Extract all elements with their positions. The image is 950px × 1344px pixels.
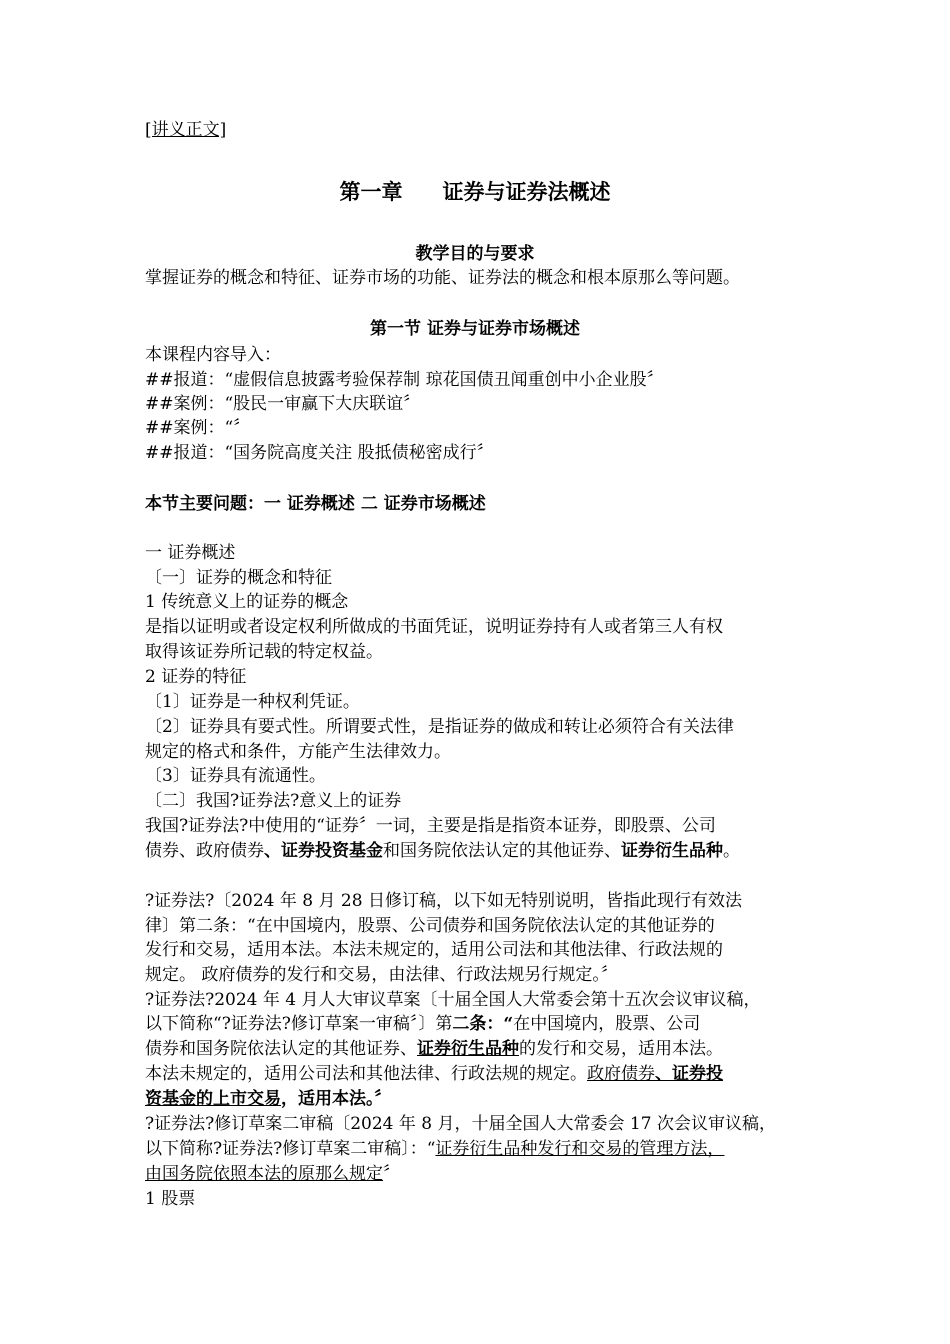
law-quote-line: 律〕第二条：“在中国境内，股票、公司债券和国务院依法认定的其他证券的 — [145, 916, 715, 936]
draft-line: 由国务院依照本法的原那么规定〞 — [145, 1164, 400, 1184]
heading-1: 一 证券概述 — [145, 543, 236, 563]
draft-line: ?证券法?修订草案二审稿〔2024 年 8 月，十届全国人大常委会 17 次会议审议稿， — [145, 1114, 776, 1134]
draft-line: ?证券法?2024 年 4 月人大审议草案〔十届全国人大常委会第十五次会议审议稿， — [145, 990, 761, 1010]
intro-item: ##案例：“〞 — [145, 418, 251, 438]
subheading-2: 〔二〕我国?证券法?意义上的证券 — [145, 791, 402, 811]
subheading-1: 〔一〕证券的概念和特征 — [145, 568, 332, 588]
intro-item: ##报道：“国务院高度关注 股抵债秘密成行〞 — [145, 443, 494, 463]
feature-3: 〔3〕证券具有流通性。 — [145, 766, 326, 786]
section-intro: 本课程内容导入： — [145, 345, 281, 365]
draft-line: 资基金的上市交易，适用本法。〞 — [145, 1089, 392, 1109]
section-heading: 第一节 证券与证券市场概述 — [370, 319, 580, 339]
chapter-name: 证券与证券法概述 — [442, 179, 611, 204]
paragraph-line: 债券、政府债券、证券投资基金和国务院依法认定的其他证券、证券衍生品种。 — [145, 841, 740, 861]
objectives-heading: 教学目的与要求 — [415, 244, 535, 264]
item-stock: 1 股票 — [145, 1189, 196, 1209]
feature-1: 〔1〕证券是一种权利凭证。 — [145, 692, 360, 712]
item-2: 2 证券的特征 — [145, 667, 247, 687]
objectives-text: 掌握证券的概念和特征、证券市场的功能、证券法的概念和根本原那么等问题。 — [145, 268, 740, 288]
law-quote-line: 发行和交易，适用本法。本法未规定的，适用公司法和其他法律、行政法规的 — [145, 940, 723, 960]
draft-line: 债券和国务院依法认定的其他证券、证券衍生品种的发行和交易，适用本法。 — [145, 1039, 723, 1059]
chapter-number: 第一章 — [339, 179, 403, 204]
law-quote-line: 规定。 政府债券的发行和交易，由法律、行政法规另行规定。〞 — [145, 965, 618, 985]
draft-line: 本法未规定的，适用公司法和其他法律、行政法规的规定。政府债券、证券投 — [145, 1064, 723, 1084]
paragraph-line: 取得该证券所记载的特定权益。 — [145, 642, 383, 662]
draft-line: 以下简称“?证券法?修订草案一审稿〞〕第二条：“在中国境内，股票、公司 — [145, 1014, 701, 1034]
draft-line: 以下简称?证券法?修订草案二审稿〕：“证券衍生品种发行和交易的管理方法， — [145, 1139, 725, 1159]
paragraph-line: 是指以证明或者设定权利所做成的书面凭证，说明证券持有人或者第三人有权 — [145, 617, 723, 637]
intro-item: ##报道：“虚假信息披露考验保荐制 琼花国债丑闻重创中小企业股〞 — [145, 370, 664, 390]
paragraph-line: 我国?证券法?中使用的“证券〞一词，主要是指是指资本证券，即股票、公司 — [145, 816, 716, 836]
law-quote-line: ?证券法?〔2024 年 8 月 28 日修订稿，以下如无特别说明，皆指此现行有效法 — [145, 891, 742, 911]
header-tag: [讲义正文] — [145, 120, 227, 140]
feature-2: 〔2〕证券具有要式性。所谓要式性，是指证券的做成和转让必须符合有关法律 — [145, 717, 734, 737]
main-issues: 本节主要问题：一 证券概述 二 证券市场概述 — [145, 494, 486, 514]
chapter-title — [0, 180, 950, 204]
intro-item: ##案例：“股民一审赢下大庆联谊〞 — [145, 394, 421, 414]
item-1: 1 传统意义上的证券的概念 — [145, 592, 349, 612]
paragraph-line: 规定的格式和条件，方能产生法律效力。 — [145, 742, 451, 762]
